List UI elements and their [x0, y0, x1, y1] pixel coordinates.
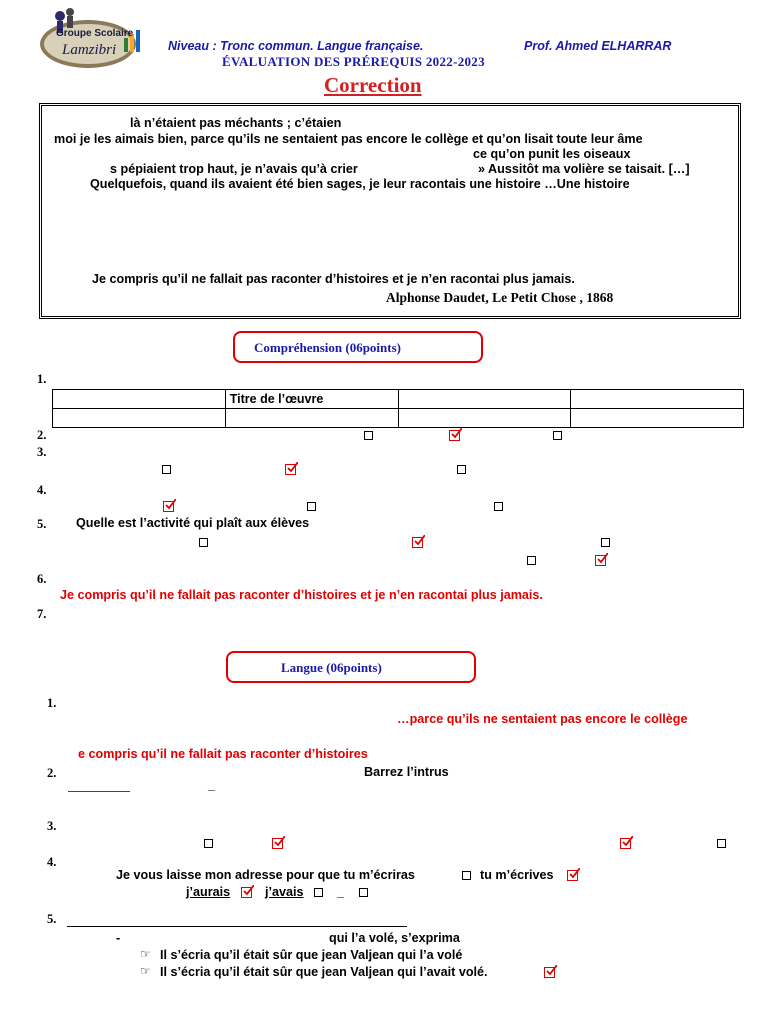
langue-q1-answer-b: e compris qu’il ne fallait pas raconter d’histoires	[78, 747, 368, 761]
table-cell	[571, 390, 744, 409]
checkbox-checked[interactable]	[272, 838, 283, 849]
question-number: 4.	[37, 483, 47, 497]
langue-title: Langue (06points)	[281, 660, 382, 675]
checkbox-empty[interactable]	[162, 465, 171, 474]
checkbox-empty[interactable]	[527, 556, 536, 565]
checkbox-checked[interactable]	[595, 555, 606, 566]
question-number: 6.	[37, 572, 47, 586]
checkbox-empty[interactable]	[494, 502, 503, 511]
checkbox-empty[interactable]	[359, 888, 368, 897]
answer-line	[68, 791, 130, 792]
checkbox-empty[interactable]	[204, 839, 213, 848]
hand-pointer-icon: ☞	[140, 947, 151, 961]
text-line-2: moi je les aimais bien, parce qu’ils ne sentaient pas encore le collège et qu’on lisait toute leur âme	[54, 132, 643, 146]
school-logo	[38, 2, 148, 72]
text-line-4a: s pépiaient trop haut, je n’avais qu’à crier	[110, 162, 358, 176]
text-line-1: là n’étaient pas méchants ; c’étaien	[130, 116, 342, 130]
langue-q1-answer-a: …parce qu’ils ne sentaient pas encore le collège	[397, 712, 688, 726]
checkbox-empty[interactable]	[717, 839, 726, 848]
level-header: Niveau : Tronc commun. Langue française.	[168, 39, 424, 53]
option-javais: j’avais	[265, 885, 304, 899]
checkbox-empty[interactable]	[314, 888, 323, 897]
text-line-3: ce qu’on punit les oiseaux	[473, 147, 631, 161]
table-header-title: Titre de l’œuvre	[225, 390, 398, 409]
evaluation-title: ÉVALUATION DES PRÉREQUIS 2022-2023	[222, 54, 485, 69]
question-number: 4.	[47, 855, 57, 869]
checkbox-empty[interactable]	[364, 431, 373, 440]
checkbox-checked[interactable]	[544, 967, 555, 978]
underscore-mark: _	[337, 885, 345, 899]
question-number: 1.	[37, 372, 47, 386]
dash-mark: -	[116, 931, 121, 945]
logo-text-bottom: Lamzibri	[62, 42, 117, 58]
question-number: 2.	[37, 428, 47, 442]
option-jaurais: j’aurais	[186, 885, 231, 899]
question-5-text: qui l’a volé, s’exprima	[329, 931, 460, 945]
hand-pointer-icon: ☞	[140, 964, 151, 978]
question-number: 3.	[37, 445, 47, 459]
teacher-name: Prof. Ahmed ELHARRAR	[524, 39, 672, 53]
question-number: 1.	[47, 696, 57, 710]
question-number: 5.	[37, 517, 47, 531]
question-number: 3.	[47, 819, 57, 833]
checkbox-checked[interactable]	[285, 464, 296, 475]
checkbox-checked[interactable]	[567, 870, 578, 881]
checkbox-checked[interactable]	[163, 501, 174, 512]
question-number: 7.	[37, 607, 47, 621]
text-line-5: Quelquefois, quand ils avaient été bien sages, je leur racontais une histoire …Une histoire	[90, 177, 630, 191]
checkbox-checked[interactable]	[241, 887, 252, 898]
work-info-table	[52, 389, 744, 428]
text-line-6: Je compris qu’il ne fallait pas raconter d’histoires et je n’en racontai plus jamais.	[92, 272, 575, 286]
table-cell	[53, 390, 226, 409]
text-line-4b: » Aussitôt ma volière se taisait. […]	[478, 162, 690, 176]
checkbox-empty[interactable]	[457, 465, 466, 474]
checkbox-checked[interactable]	[412, 537, 423, 548]
checkbox-empty[interactable]	[601, 538, 610, 547]
checkbox-empty[interactable]	[199, 538, 208, 547]
langue-q5-option-a: Il s’écria qu’il était sûr que jean Valjean qui l’a volé	[160, 948, 463, 962]
answer-line	[67, 926, 407, 927]
question-number: 5.	[47, 912, 57, 926]
question-6-answer: Je compris qu’il ne fallait pas raconter d’histoires et je n’en racontai plus jamais.	[60, 588, 543, 602]
table-cell[interactable]	[571, 409, 744, 428]
checkbox-checked[interactable]	[620, 838, 631, 849]
table-cell[interactable]	[225, 409, 398, 428]
checkbox-empty[interactable]	[553, 431, 562, 440]
question-5-text: Quelle est l’activité qui plaît aux élèves	[76, 516, 310, 530]
option-tu-mecrives: tu m’écrives	[480, 868, 554, 882]
correction-title: Correction	[324, 73, 422, 97]
table-cell[interactable]	[53, 409, 226, 428]
underscore-mark: _	[208, 778, 216, 792]
checkbox-empty[interactable]	[307, 502, 316, 511]
langue-q5-option-b: Il s’écria qu’il était sûr que jean Valjean qui l’avait volé.	[160, 965, 488, 979]
table-cell[interactable]	[398, 409, 571, 428]
checkbox-checked[interactable]	[449, 430, 460, 441]
table-cell	[398, 390, 571, 409]
logo-text-top: Groupe Scolaire	[56, 28, 134, 39]
checkbox-empty[interactable]	[462, 871, 471, 880]
text-source: Alphonse Daudet, Le Petit Chose , 1868	[386, 290, 614, 305]
question-number: 2.	[47, 766, 57, 780]
question-4-sentence: Je vous laisse mon adresse pour que tu m’écriras	[116, 868, 415, 882]
question-2-instruction: Barrez l’intrus	[364, 765, 449, 779]
comprehension-title: Compréhension (06points)	[254, 340, 401, 355]
